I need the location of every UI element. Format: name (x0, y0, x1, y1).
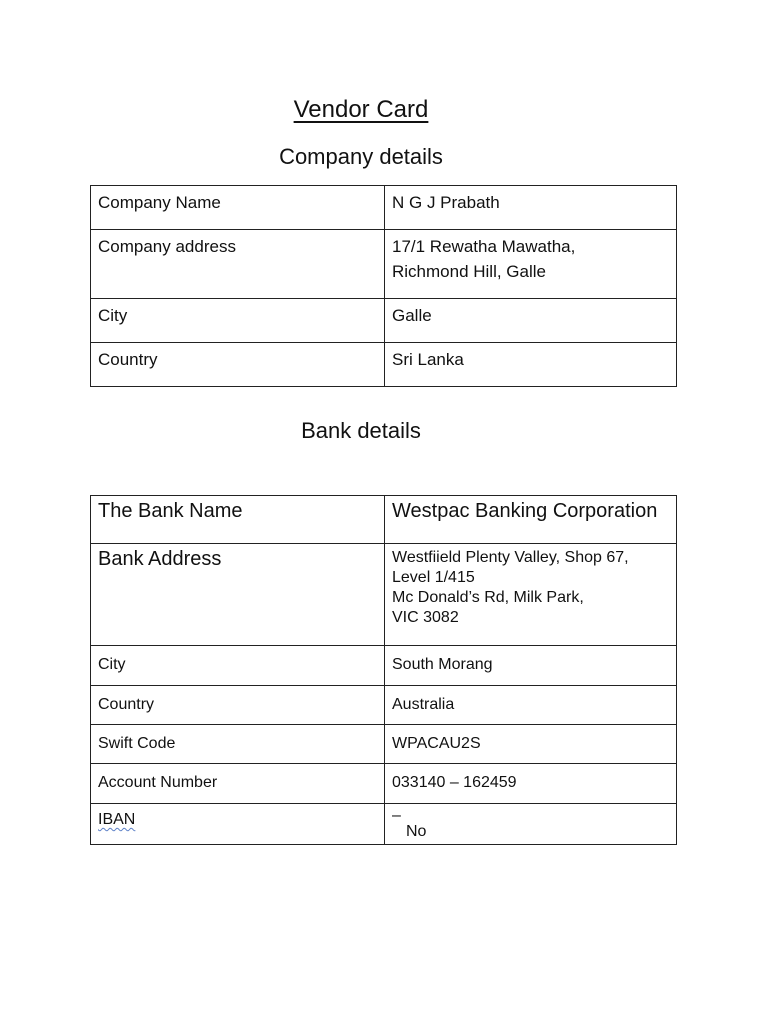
table-row (91, 804, 677, 845)
bank-details-table (90, 495, 677, 845)
account-number-label: Account Number (91, 764, 385, 804)
bank-address-label: Bank Address (91, 544, 385, 646)
company-country-label: Country (91, 343, 385, 387)
company-name-value: N G J Prabath (385, 186, 677, 230)
bank-address-value: Westfiield Plenty Valley, Shop 67, Level 1/415 Mc Donald’s Rd, Milk Park, VIC 3082 (385, 544, 677, 646)
bank-city-value: South Morang (385, 646, 677, 686)
company-city-value: Galle (385, 299, 677, 343)
swift-code-label: Swift Code (91, 725, 385, 764)
iban-label-cell (91, 804, 385, 845)
table-row (91, 230, 677, 299)
iban-value-cell (385, 804, 677, 845)
iban-dash: – (392, 807, 401, 824)
table-row (91, 686, 677, 725)
company-address-label: Company address (91, 230, 385, 299)
company-details-table (90, 185, 677, 387)
company-details-heading: Company details (279, 144, 443, 169)
bank-name-value: Westpac Banking Corporation (385, 496, 677, 544)
bank-details-heading: Bank details (301, 418, 421, 443)
table-row (91, 646, 677, 686)
bank-country-label: Country (91, 686, 385, 725)
company-country-value: Sri Lanka (385, 343, 677, 387)
bank-country-value: Australia (385, 686, 677, 725)
company-city-label: City (91, 299, 385, 343)
bank-city-label: City (91, 646, 385, 686)
company-address-value: 17/1 Rewatha Mawatha, Richmond Hill, Galle (385, 230, 677, 299)
iban-value: No (406, 823, 427, 840)
table-row (91, 544, 677, 646)
table-row (91, 343, 677, 387)
table-row (91, 186, 677, 230)
table-row (91, 496, 677, 544)
document-title: Vendor Card (293, 96, 429, 123)
swift-code-value: WPACAU2S (385, 725, 677, 764)
company-name-label: Company Name (91, 186, 385, 230)
table-row (91, 764, 677, 804)
account-number-value: 033140 – 162459 (385, 764, 677, 804)
table-row (91, 299, 677, 343)
iban-label: IBAN (98, 811, 136, 828)
bank-name-label: The Bank Name (91, 496, 385, 544)
table-row (91, 725, 677, 764)
